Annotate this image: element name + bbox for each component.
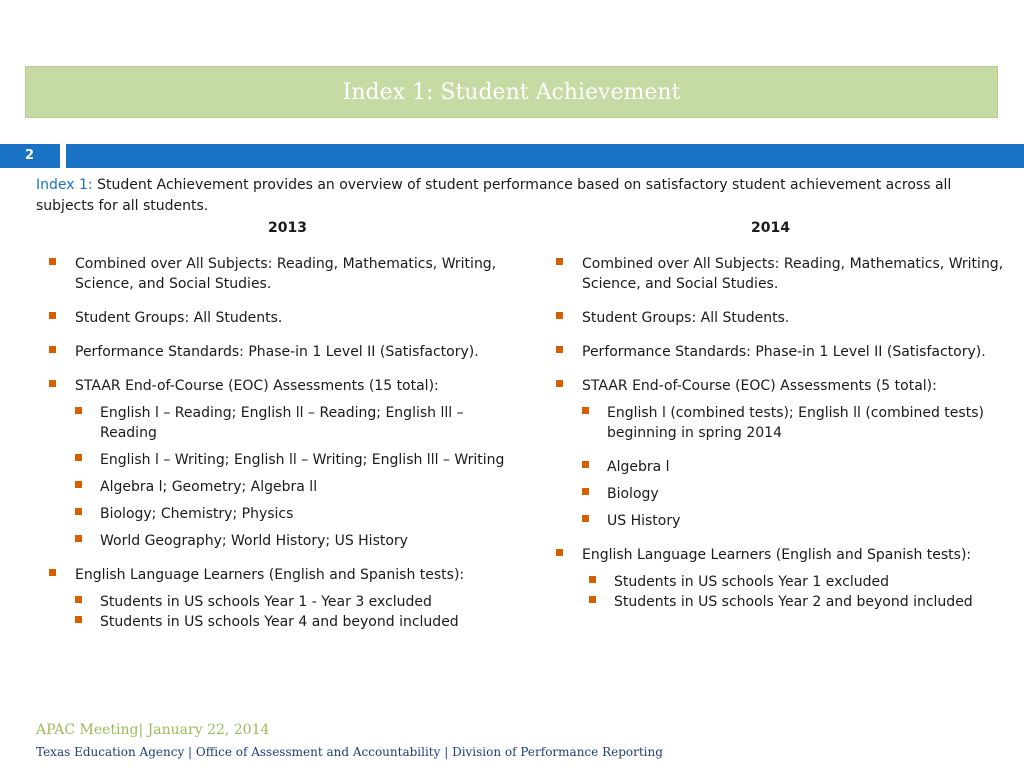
sub-list-item <box>555 511 1015 531</box>
list-item-text: STAAR End-of-Course (EOC) Assessments (5 total): <box>582 378 937 394</box>
sub-list-item <box>48 531 523 551</box>
list-item-text: Performance Standards: Phase-in 1 Level II (Satisfactory). <box>75 344 479 360</box>
square-bullet-icon <box>75 454 82 461</box>
list-item <box>48 308 523 328</box>
list-item <box>555 376 1015 396</box>
slide-number: 2 <box>0 144 60 168</box>
square-bullet-icon <box>582 407 589 414</box>
list-item <box>48 565 523 585</box>
square-bullet-icon <box>75 535 82 542</box>
sub-list-item <box>555 484 1015 504</box>
list-item <box>48 342 523 362</box>
square-bullet-icon <box>556 312 563 319</box>
square-bullet-icon <box>556 346 563 353</box>
square-bullet-icon <box>75 508 82 515</box>
sub-list-item-text: US History <box>607 513 681 529</box>
list-item-text: Combined over All Subjects: Reading, Mathematics, Writing, Science, and Social Studies. <box>75 256 497 292</box>
sub-list-item <box>48 504 523 524</box>
square-bullet-icon <box>49 346 56 353</box>
sub-list-item <box>555 457 1015 477</box>
square-bullet-icon <box>75 596 82 603</box>
slide-title: Index 1: Student Achievement <box>342 79 681 105</box>
list-item-text: STAAR End-of-Course (EOC) Assessments (15 total): <box>75 378 439 394</box>
list-item <box>555 254 1015 294</box>
square-bullet-icon <box>556 549 563 556</box>
sub-list-item-text: English l – Reading; English ll – Reading; English lll – Reading <box>100 405 464 441</box>
column-2014 <box>555 254 1015 612</box>
square-bullet-icon <box>49 312 56 319</box>
sub-list-item-text: English l – Writing; English ll – Writing; English lll – Writing <box>100 452 505 468</box>
list-item <box>48 376 523 396</box>
sub-list-item-text: Students in US schools Year 2 and beyond included <box>614 594 973 610</box>
sub-list-item-text: Biology; Chemistry; Physics <box>100 506 294 522</box>
footer-agency: Texas Education Agency | Office of Assessment and Accountability | Division of Performance Reporting <box>36 745 663 759</box>
sub-list-item-text: Students in US schools Year 1 - Year 3 excluded <box>100 594 432 610</box>
list-item <box>48 254 523 294</box>
sub-list-item-text: World Geography; World History; US History <box>100 533 408 549</box>
intro-lead: Index 1: <box>36 177 93 193</box>
intro-paragraph <box>36 175 986 217</box>
title-bar <box>25 66 998 118</box>
sub-list-item <box>48 403 523 443</box>
sub-list-item-text: Algebra l <box>607 459 670 475</box>
square-bullet-icon <box>75 407 82 414</box>
sub-list-item-text: English l (combined tests); English ll (combined tests) beginning in spring 2014 <box>607 405 984 441</box>
sub-list-item <box>48 477 523 497</box>
square-bullet-icon <box>49 258 56 265</box>
sub-list-item-text: Students in US schools Year 1 excluded <box>614 574 889 590</box>
list-item-text: English Language Learners (English and Spanish tests): <box>75 567 465 583</box>
list-item-text: Student Groups: All Students. <box>582 310 790 326</box>
list-item-text: Student Groups: All Students. <box>75 310 283 326</box>
sub-list-item <box>555 572 1015 592</box>
sub-list-item-text: Students in US schools Year 4 and beyond included <box>100 614 459 630</box>
list-item <box>555 308 1015 328</box>
sub-list-item <box>555 592 1015 612</box>
blue-band <box>66 144 1024 168</box>
square-bullet-icon <box>49 569 56 576</box>
square-bullet-icon <box>582 515 589 522</box>
list-item <box>555 545 1015 565</box>
list-item-text: Combined over All Subjects: Reading, Mathematics, Writing, Science, and Social Studies. <box>582 256 1004 292</box>
heading-2013: 2013 <box>268 220 307 236</box>
sub-list-item-text: Biology <box>607 486 659 502</box>
list-item-text: Performance Standards: Phase-in 1 Level II (Satisfactory). <box>582 344 986 360</box>
list-item-text: English Language Learners (English and Spanish tests): <box>582 547 972 563</box>
square-bullet-icon <box>556 380 563 387</box>
square-bullet-icon <box>589 596 596 603</box>
sub-list-item-text: Algebra l; Geometry; Algebra ll <box>100 479 318 495</box>
square-bullet-icon <box>589 576 596 583</box>
sub-list-item <box>555 403 1015 443</box>
intro-text: Student Achievement provides an overview of student performance based on satisfactory student achievement across all subjects for all students. <box>36 177 952 214</box>
square-bullet-icon <box>582 488 589 495</box>
column-2013 <box>48 254 523 632</box>
square-bullet-icon <box>75 616 82 623</box>
sub-list-item <box>48 592 523 612</box>
sub-list-item <box>48 450 523 470</box>
square-bullet-icon <box>556 258 563 265</box>
heading-2014: 2014 <box>751 220 790 236</box>
square-bullet-icon <box>75 481 82 488</box>
list-item <box>555 342 1015 362</box>
square-bullet-icon <box>582 461 589 468</box>
sub-list-item <box>48 612 523 632</box>
footer-meeting: APAC Meeting| January 22, 2014 <box>36 722 270 738</box>
square-bullet-icon <box>49 380 56 387</box>
